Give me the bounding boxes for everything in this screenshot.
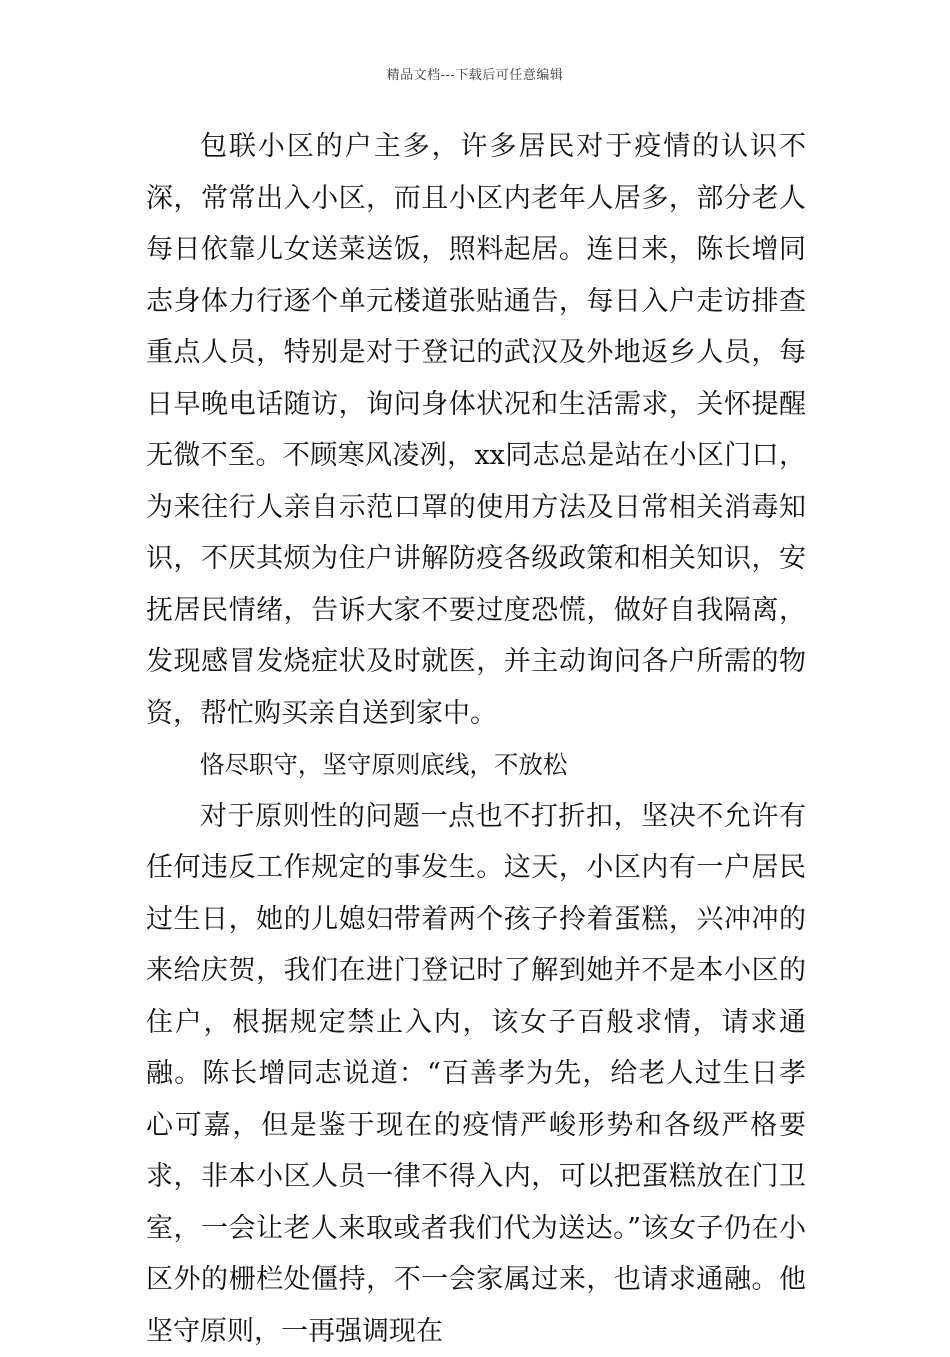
document-body (146, 121, 806, 1357)
section-heading: 恪尽职守，坚守原则底线，不放松 (146, 739, 806, 791)
paragraph-principles: 对于原则性的问题一点也不打折扣，坚决不允许有任何违反工作规定的事发生。这天，小区内有一户居民过生日，她的儿媳妇带着两个孩子拎着蛋糕，兴冲冲的来给庆贺，我们在进门登记时了解到她并不是本小区的住户，根据规定禁止入内，该女子百般求情，请求通融。陈长增同志说道：“百善孝为先，给老人过生日孝心可嘉，但是鉴于现在的疫情严峻形势和各级严格要求，非本小区人员一律不得入内，可以把蛋糕放在门卫室，一会让老人来取或者我们代为送达。”该女子仍在小区外的栅栏处僵持，不一会家属过来，也请求通融。他坚守原则，一再强调现在 (146, 791, 806, 1357)
paragraph-community-work: 包联小区的户主多，许多居民对于疫情的认识不深，常常出入小区，而且小区内老年人居多，部分老人每日依靠儿女送菜送饭，照料起居。连日来，陈长增同志身体力行逐个单元楼道张贴通告，每日入户走访排查重点人员，特别是对于登记的武汉及外地返乡人员，每日早晚电话随访，询问身体状况和生活需求，关怀提醒无微不至。不顾寒风凌冽，xx同志总是站在小区门口，为来往行人亲自示范口罩的使用方法及日常相关消毒知识，不厌其烦为住户讲解防疫各级政策和相关知识，安抚居民情绪，告诉大家不要过度恐慌，做好自我隔离，发现感冒发烧症状及时就医，并主动询问各户所需的物资，帮忙购买亲自送到家中。 (146, 121, 806, 739)
page-header: 精品文档---下载后可任意编辑 (0, 64, 950, 83)
